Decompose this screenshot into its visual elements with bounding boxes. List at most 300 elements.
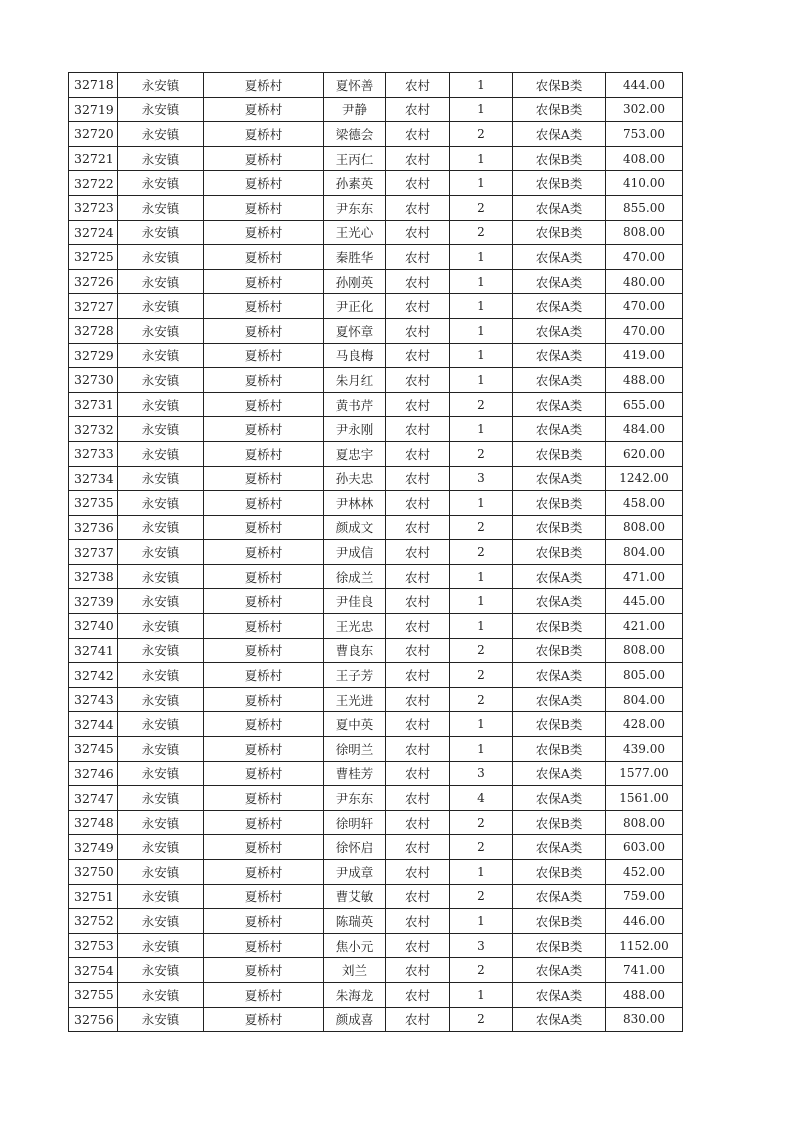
cell-area: 农村 [386, 540, 450, 565]
cell-category: 农保A类 [513, 958, 606, 983]
cell-name: 秦胜华 [324, 245, 386, 270]
cell-town: 永安镇 [118, 220, 204, 245]
cell-id: 32754 [69, 958, 118, 983]
cell-name: 陈瑞英 [324, 909, 386, 934]
cell-town: 永安镇 [118, 195, 204, 220]
cell-name: 颜成文 [324, 515, 386, 540]
cell-category: 农保A类 [513, 1007, 606, 1032]
cell-count: 2 [450, 540, 513, 565]
table-row [69, 860, 683, 885]
cell-category: 农保B类 [513, 737, 606, 762]
cell-id: 32747 [69, 786, 118, 811]
cell-town: 永安镇 [118, 441, 204, 466]
cell-village: 夏桥村 [204, 884, 324, 909]
cell-id: 32743 [69, 687, 118, 712]
cell-name: 夏怀善 [324, 73, 386, 98]
cell-count: 1 [450, 294, 513, 319]
cell-name: 徐怀启 [324, 835, 386, 860]
cell-area: 农村 [386, 97, 450, 122]
cell-amount: 753.00 [606, 122, 683, 147]
cell-id: 32756 [69, 1007, 118, 1032]
cell-town: 永安镇 [118, 392, 204, 417]
cell-amount: 830.00 [606, 1007, 683, 1032]
cell-village: 夏桥村 [204, 146, 324, 171]
table-row [69, 441, 683, 466]
cell-category: 农保A类 [513, 318, 606, 343]
cell-id: 32736 [69, 515, 118, 540]
table-row [69, 687, 683, 712]
cell-area: 农村 [386, 73, 450, 98]
cell-village: 夏桥村 [204, 195, 324, 220]
cell-village: 夏桥村 [204, 933, 324, 958]
table-row [69, 786, 683, 811]
cell-village: 夏桥村 [204, 786, 324, 811]
cell-category: 农保A类 [513, 368, 606, 393]
table-row [69, 245, 683, 270]
table-row [69, 294, 683, 319]
cell-id: 32744 [69, 712, 118, 737]
cell-area: 农村 [386, 441, 450, 466]
cell-amount: 470.00 [606, 245, 683, 270]
cell-town: 永安镇 [118, 73, 204, 98]
cell-town: 永安镇 [118, 269, 204, 294]
cell-village: 夏桥村 [204, 441, 324, 466]
table-row [69, 761, 683, 786]
cell-area: 农村 [386, 663, 450, 688]
cell-id: 32750 [69, 860, 118, 885]
cell-town: 永安镇 [118, 786, 204, 811]
cell-amount: 484.00 [606, 417, 683, 442]
cell-amount: 439.00 [606, 737, 683, 762]
cell-area: 农村 [386, 761, 450, 786]
cell-amount: 480.00 [606, 269, 683, 294]
cell-category: 农保B类 [513, 171, 606, 196]
cell-name: 曹艾敏 [324, 884, 386, 909]
cell-amount: 408.00 [606, 146, 683, 171]
table-row [69, 73, 683, 98]
cell-area: 农村 [386, 343, 450, 368]
cell-count: 3 [450, 933, 513, 958]
cell-name: 朱月红 [324, 368, 386, 393]
cell-town: 永安镇 [118, 515, 204, 540]
cell-name: 曹桂芳 [324, 761, 386, 786]
cell-village: 夏桥村 [204, 909, 324, 934]
cell-town: 永安镇 [118, 614, 204, 639]
cell-village: 夏桥村 [204, 737, 324, 762]
cell-id: 32719 [69, 97, 118, 122]
data-table [68, 72, 683, 1032]
cell-village: 夏桥村 [204, 835, 324, 860]
cell-town: 永安镇 [118, 318, 204, 343]
table-row [69, 933, 683, 958]
cell-id: 32755 [69, 982, 118, 1007]
cell-name: 夏中英 [324, 712, 386, 737]
cell-category: 农保A类 [513, 982, 606, 1007]
cell-town: 永安镇 [118, 909, 204, 934]
cell-count: 2 [450, 884, 513, 909]
cell-count: 2 [450, 220, 513, 245]
cell-name: 尹永刚 [324, 417, 386, 442]
cell-id: 32720 [69, 122, 118, 147]
cell-amount: 428.00 [606, 712, 683, 737]
cell-id: 32731 [69, 392, 118, 417]
table-row [69, 515, 683, 540]
cell-amount: 470.00 [606, 294, 683, 319]
cell-village: 夏桥村 [204, 269, 324, 294]
cell-category: 农保B类 [513, 146, 606, 171]
table-row [69, 368, 683, 393]
cell-name: 徐明兰 [324, 737, 386, 762]
cell-amount: 410.00 [606, 171, 683, 196]
cell-area: 农村 [386, 687, 450, 712]
cell-id: 32723 [69, 195, 118, 220]
cell-area: 农村 [386, 909, 450, 934]
cell-id: 32740 [69, 614, 118, 639]
cell-amount: 488.00 [606, 982, 683, 1007]
cell-category: 农保A类 [513, 269, 606, 294]
table-row [69, 195, 683, 220]
cell-count: 1 [450, 737, 513, 762]
cell-category: 农保B类 [513, 933, 606, 958]
cell-category: 农保B类 [513, 441, 606, 466]
cell-name: 夏忠宇 [324, 441, 386, 466]
cell-count: 1 [450, 97, 513, 122]
cell-area: 农村 [386, 466, 450, 491]
cell-village: 夏桥村 [204, 540, 324, 565]
cell-town: 永安镇 [118, 958, 204, 983]
cell-count: 2 [450, 958, 513, 983]
cell-name: 王子芳 [324, 663, 386, 688]
cell-count: 2 [450, 195, 513, 220]
cell-name: 王光心 [324, 220, 386, 245]
table-body [69, 73, 683, 1032]
cell-town: 永安镇 [118, 122, 204, 147]
cell-town: 永安镇 [118, 564, 204, 589]
cell-amount: 741.00 [606, 958, 683, 983]
cell-town: 永安镇 [118, 810, 204, 835]
cell-category: 农保B类 [513, 491, 606, 516]
cell-area: 农村 [386, 294, 450, 319]
cell-name: 梁德会 [324, 122, 386, 147]
cell-id: 32726 [69, 269, 118, 294]
table-row [69, 663, 683, 688]
cell-town: 永安镇 [118, 1007, 204, 1032]
cell-name: 夏怀章 [324, 318, 386, 343]
cell-town: 永安镇 [118, 933, 204, 958]
cell-town: 永安镇 [118, 884, 204, 909]
cell-count: 2 [450, 515, 513, 540]
table-row [69, 343, 683, 368]
cell-name: 王光进 [324, 687, 386, 712]
cell-town: 永安镇 [118, 466, 204, 491]
cell-amount: 620.00 [606, 441, 683, 466]
cell-id: 32729 [69, 343, 118, 368]
cell-id: 32722 [69, 171, 118, 196]
cell-area: 农村 [386, 491, 450, 516]
cell-town: 永安镇 [118, 146, 204, 171]
cell-name: 王丙仁 [324, 146, 386, 171]
cell-village: 夏桥村 [204, 589, 324, 614]
cell-village: 夏桥村 [204, 687, 324, 712]
cell-village: 夏桥村 [204, 1007, 324, 1032]
cell-name: 尹静 [324, 97, 386, 122]
cell-id: 32735 [69, 491, 118, 516]
cell-village: 夏桥村 [204, 638, 324, 663]
cell-id: 32721 [69, 146, 118, 171]
cell-id: 32732 [69, 417, 118, 442]
cell-name: 尹东东 [324, 195, 386, 220]
table-row [69, 712, 683, 737]
cell-count: 1 [450, 860, 513, 885]
cell-count: 3 [450, 466, 513, 491]
cell-id: 32734 [69, 466, 118, 491]
cell-name: 尹成信 [324, 540, 386, 565]
cell-name: 曹良东 [324, 638, 386, 663]
cell-count: 3 [450, 761, 513, 786]
cell-town: 永安镇 [118, 294, 204, 319]
cell-village: 夏桥村 [204, 294, 324, 319]
cell-town: 永安镇 [118, 589, 204, 614]
cell-amount: 445.00 [606, 589, 683, 614]
cell-amount: 458.00 [606, 491, 683, 516]
cell-area: 农村 [386, 982, 450, 1007]
table-row [69, 835, 683, 860]
cell-category: 农保A类 [513, 294, 606, 319]
cell-village: 夏桥村 [204, 810, 324, 835]
table-row [69, 810, 683, 835]
cell-area: 农村 [386, 220, 450, 245]
cell-area: 农村 [386, 417, 450, 442]
cell-town: 永安镇 [118, 171, 204, 196]
cell-id: 32741 [69, 638, 118, 663]
cell-name: 王光忠 [324, 614, 386, 639]
cell-name: 孙素英 [324, 171, 386, 196]
table-row [69, 269, 683, 294]
cell-village: 夏桥村 [204, 171, 324, 196]
cell-count: 1 [450, 982, 513, 1007]
cell-category: 农保B类 [513, 860, 606, 885]
cell-id: 32727 [69, 294, 118, 319]
cell-amount: 471.00 [606, 564, 683, 589]
table-row [69, 171, 683, 196]
cell-count: 2 [450, 687, 513, 712]
cell-id: 32725 [69, 245, 118, 270]
cell-id: 32742 [69, 663, 118, 688]
cell-id: 32730 [69, 368, 118, 393]
cell-count: 1 [450, 73, 513, 98]
cell-count: 2 [450, 835, 513, 860]
cell-town: 永安镇 [118, 737, 204, 762]
cell-name: 尹成章 [324, 860, 386, 885]
cell-amount: 808.00 [606, 810, 683, 835]
cell-area: 农村 [386, 245, 450, 270]
cell-amount: 808.00 [606, 638, 683, 663]
cell-area: 农村 [386, 958, 450, 983]
cell-id: 32751 [69, 884, 118, 909]
cell-town: 永安镇 [118, 860, 204, 885]
cell-id: 32718 [69, 73, 118, 98]
table-row [69, 884, 683, 909]
cell-count: 1 [450, 909, 513, 934]
cell-count: 2 [450, 638, 513, 663]
cell-name: 尹正化 [324, 294, 386, 319]
cell-category: 农保A类 [513, 245, 606, 270]
cell-area: 农村 [386, 712, 450, 737]
cell-id: 32739 [69, 589, 118, 614]
cell-area: 农村 [386, 368, 450, 393]
cell-area: 农村 [386, 269, 450, 294]
cell-village: 夏桥村 [204, 466, 324, 491]
cell-category: 农保A类 [513, 417, 606, 442]
cell-area: 农村 [386, 614, 450, 639]
cell-town: 永安镇 [118, 638, 204, 663]
cell-name: 马良梅 [324, 343, 386, 368]
cell-name: 黄书芹 [324, 392, 386, 417]
cell-village: 夏桥村 [204, 368, 324, 393]
table-row [69, 318, 683, 343]
cell-amount: 470.00 [606, 318, 683, 343]
cell-town: 永安镇 [118, 761, 204, 786]
cell-area: 农村 [386, 860, 450, 885]
cell-category: 农保B类 [513, 73, 606, 98]
cell-amount: 655.00 [606, 392, 683, 417]
cell-amount: 805.00 [606, 663, 683, 688]
table-row [69, 392, 683, 417]
cell-name: 徐明轩 [324, 810, 386, 835]
cell-count: 2 [450, 810, 513, 835]
table-row [69, 122, 683, 147]
cell-area: 农村 [386, 318, 450, 343]
cell-count: 2 [450, 122, 513, 147]
cell-area: 农村 [386, 392, 450, 417]
cell-id: 32748 [69, 810, 118, 835]
cell-category: 农保B类 [513, 638, 606, 663]
cell-village: 夏桥村 [204, 245, 324, 270]
table-row [69, 491, 683, 516]
cell-amount: 808.00 [606, 515, 683, 540]
cell-amount: 421.00 [606, 614, 683, 639]
cell-id: 32752 [69, 909, 118, 934]
cell-category: 农保B类 [513, 909, 606, 934]
cell-village: 夏桥村 [204, 761, 324, 786]
cell-id: 32745 [69, 737, 118, 762]
cell-category: 农保A类 [513, 343, 606, 368]
cell-town: 永安镇 [118, 687, 204, 712]
cell-count: 1 [450, 245, 513, 270]
cell-amount: 1242.00 [606, 466, 683, 491]
cell-amount: 446.00 [606, 909, 683, 934]
cell-category: 农保A类 [513, 786, 606, 811]
cell-amount: 452.00 [606, 860, 683, 885]
cell-amount: 1577.00 [606, 761, 683, 786]
cell-id: 32738 [69, 564, 118, 589]
table-row [69, 614, 683, 639]
cell-area: 农村 [386, 195, 450, 220]
cell-area: 农村 [386, 515, 450, 540]
cell-area: 农村 [386, 1007, 450, 1032]
cell-name: 孙刚英 [324, 269, 386, 294]
cell-count: 1 [450, 614, 513, 639]
cell-category: 农保A类 [513, 884, 606, 909]
cell-count: 1 [450, 712, 513, 737]
cell-town: 永安镇 [118, 368, 204, 393]
cell-town: 永安镇 [118, 245, 204, 270]
cell-category: 农保A类 [513, 392, 606, 417]
cell-category: 农保A类 [513, 589, 606, 614]
cell-category: 农保A类 [513, 835, 606, 860]
cell-village: 夏桥村 [204, 860, 324, 885]
cell-area: 农村 [386, 589, 450, 614]
cell-name: 刘兰 [324, 958, 386, 983]
cell-count: 1 [450, 589, 513, 614]
cell-town: 永安镇 [118, 417, 204, 442]
cell-id: 32749 [69, 835, 118, 860]
table-row [69, 982, 683, 1007]
cell-town: 永安镇 [118, 663, 204, 688]
cell-village: 夏桥村 [204, 417, 324, 442]
cell-area: 农村 [386, 638, 450, 663]
cell-category: 农保A类 [513, 663, 606, 688]
cell-id: 32733 [69, 441, 118, 466]
cell-village: 夏桥村 [204, 122, 324, 147]
cell-name: 朱海龙 [324, 982, 386, 1007]
cell-village: 夏桥村 [204, 97, 324, 122]
cell-category: 农保B类 [513, 515, 606, 540]
cell-count: 1 [450, 171, 513, 196]
table-row [69, 220, 683, 245]
table-row [69, 564, 683, 589]
cell-count: 2 [450, 392, 513, 417]
cell-count: 1 [450, 318, 513, 343]
cell-village: 夏桥村 [204, 491, 324, 516]
table-row [69, 97, 683, 122]
cell-id: 32724 [69, 220, 118, 245]
cell-village: 夏桥村 [204, 343, 324, 368]
cell-amount: 302.00 [606, 97, 683, 122]
cell-count: 2 [450, 663, 513, 688]
cell-area: 农村 [386, 884, 450, 909]
cell-town: 永安镇 [118, 491, 204, 516]
cell-id: 32728 [69, 318, 118, 343]
cell-count: 2 [450, 1007, 513, 1032]
cell-town: 永安镇 [118, 835, 204, 860]
cell-amount: 603.00 [606, 835, 683, 860]
cell-area: 农村 [386, 810, 450, 835]
cell-name: 尹林林 [324, 491, 386, 516]
cell-name: 孙夫忠 [324, 466, 386, 491]
cell-area: 农村 [386, 737, 450, 762]
cell-village: 夏桥村 [204, 663, 324, 688]
cell-count: 1 [450, 343, 513, 368]
cell-category: 农保B类 [513, 220, 606, 245]
table-row [69, 466, 683, 491]
cell-category: 农保B类 [513, 97, 606, 122]
cell-id: 32737 [69, 540, 118, 565]
cell-count: 1 [450, 491, 513, 516]
cell-village: 夏桥村 [204, 73, 324, 98]
cell-village: 夏桥村 [204, 564, 324, 589]
table-row [69, 540, 683, 565]
cell-amount: 759.00 [606, 884, 683, 909]
cell-area: 农村 [386, 122, 450, 147]
cell-count: 1 [450, 368, 513, 393]
cell-id: 32746 [69, 761, 118, 786]
cell-area: 农村 [386, 786, 450, 811]
cell-village: 夏桥村 [204, 318, 324, 343]
table-row [69, 909, 683, 934]
cell-town: 永安镇 [118, 343, 204, 368]
cell-count: 4 [450, 786, 513, 811]
